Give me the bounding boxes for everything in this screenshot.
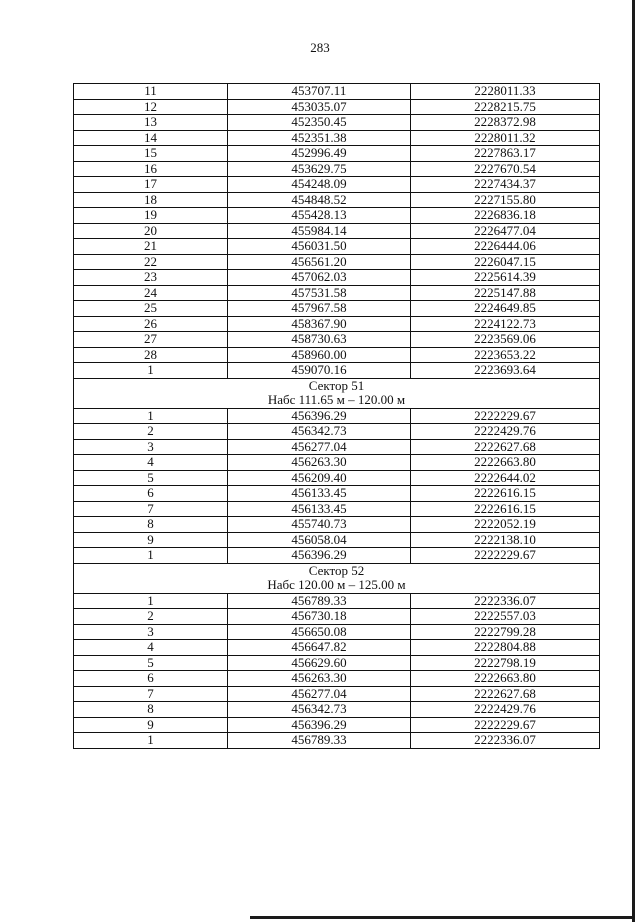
y-coordinate-cell: 2222229.67 [410,717,599,733]
y-coordinate-cell: 2223693.64 [410,363,599,379]
point-number-cell: 26 [74,316,228,332]
x-coordinate-cell: 456277.04 [227,439,410,455]
x-coordinate-cell: 456650.08 [227,624,410,640]
table-row [74,146,600,162]
x-coordinate-cell: 456263.30 [227,671,410,687]
x-coordinate-cell: 452351.38 [227,130,410,146]
table-row [74,84,600,100]
table-row [74,208,600,224]
point-number-cell: 6 [74,486,228,502]
table-row [74,285,600,301]
point-number-cell: 11 [74,84,228,100]
table-row [74,99,600,115]
table-row [74,733,600,749]
point-number-cell: 4 [74,640,228,656]
table-row [74,501,600,517]
table-row [74,239,600,255]
x-coordinate-cell: 456263.30 [227,455,410,471]
y-coordinate-cell: 2222616.15 [410,501,599,517]
x-coordinate-cell: 453707.11 [227,84,410,100]
point-number-cell: 22 [74,254,228,270]
y-coordinate-cell: 2222798.19 [410,655,599,671]
x-coordinate-cell: 456789.33 [227,733,410,749]
scan-edge-right [632,0,635,922]
x-coordinate-cell: 456629.60 [227,655,410,671]
point-number-cell: 1 [74,363,228,379]
table-row [74,455,600,471]
y-coordinate-cell: 2222429.76 [410,424,599,440]
table-row [74,254,600,270]
x-coordinate-cell: 456396.29 [227,548,410,564]
point-number-cell: 28 [74,347,228,363]
sector-header-cell [74,563,600,593]
point-number-cell: 1 [74,733,228,749]
x-coordinate-cell: 456561.20 [227,254,410,270]
table-row [74,517,600,533]
y-coordinate-cell: 2223653.22 [410,347,599,363]
x-coordinate-cell: 456396.29 [227,717,410,733]
y-coordinate-cell: 2222627.68 [410,439,599,455]
point-number-cell: 20 [74,223,228,239]
point-number-cell: 8 [74,702,228,718]
y-coordinate-cell: 2222138.10 [410,532,599,548]
point-number-cell: 1 [74,408,228,424]
point-number-cell: 16 [74,161,228,177]
point-number-cell: 2 [74,609,228,625]
x-coordinate-cell: 453035.07 [227,99,410,115]
x-coordinate-cell: 457967.58 [227,301,410,317]
y-coordinate-cell: 2226047.15 [410,254,599,270]
y-coordinate-cell: 2226836.18 [410,208,599,224]
table-row [74,115,600,131]
point-number-cell: 15 [74,146,228,162]
table-row [74,624,600,640]
x-coordinate-cell: 455984.14 [227,223,410,239]
point-number-cell: 9 [74,717,228,733]
y-coordinate-cell: 2227670.54 [410,161,599,177]
y-coordinate-cell: 2227155.80 [410,192,599,208]
table-row [74,192,600,208]
table-row [74,593,600,609]
point-number-cell: 14 [74,130,228,146]
y-coordinate-cell: 2228011.32 [410,130,599,146]
table-row [74,717,600,733]
table-row [74,270,600,286]
x-coordinate-cell: 458730.63 [227,332,410,348]
table-row [74,301,600,317]
x-coordinate-cell: 452350.45 [227,115,410,131]
point-number-cell: 25 [74,301,228,317]
coordinates-table-body [74,84,600,749]
x-coordinate-cell: 456342.73 [227,424,410,440]
x-coordinate-cell: 456209.40 [227,470,410,486]
sector-height-range: Набс 120.00 м – 125.00 м [267,577,406,592]
point-number-cell: 6 [74,671,228,687]
point-number-cell: 4 [74,455,228,471]
point-number-cell: 1 [74,593,228,609]
table-row [74,671,600,687]
table-row [74,548,600,564]
x-coordinate-cell: 456342.73 [227,702,410,718]
y-coordinate-cell: 2222644.02 [410,470,599,486]
point-number-cell: 3 [74,439,228,455]
x-coordinate-cell: 457531.58 [227,285,410,301]
point-number-cell: 3 [74,624,228,640]
y-coordinate-cell: 2222663.80 [410,455,599,471]
x-coordinate-cell: 456789.33 [227,593,410,609]
x-coordinate-cell: 456133.45 [227,486,410,502]
point-number-cell: 13 [74,115,228,131]
y-coordinate-cell: 2223569.06 [410,332,599,348]
x-coordinate-cell: 456730.18 [227,609,410,625]
sector-title: Сектор 51 [308,377,365,393]
y-coordinate-cell: 2222804.88 [410,640,599,656]
point-number-cell: 17 [74,177,228,193]
table-row [74,609,600,625]
x-coordinate-cell: 455740.73 [227,517,410,533]
y-coordinate-cell: 2224649.85 [410,301,599,317]
table-row [74,439,600,455]
y-coordinate-cell: 2227434.37 [410,177,599,193]
y-coordinate-cell: 2222627.68 [410,686,599,702]
y-coordinate-cell: 2222336.07 [410,593,599,609]
point-number-cell: 21 [74,239,228,255]
y-coordinate-cell: 2222799.28 [410,624,599,640]
y-coordinate-cell: 2224122.73 [410,316,599,332]
x-coordinate-cell: 456647.82 [227,640,410,656]
point-number-cell: 23 [74,270,228,286]
point-number-cell: 12 [74,99,228,115]
x-coordinate-cell: 456396.29 [227,408,410,424]
point-number-cell: 9 [74,532,228,548]
point-number-cell: 18 [74,192,228,208]
y-coordinate-cell: 2228215.75 [410,99,599,115]
table-row [74,686,600,702]
x-coordinate-cell: 452996.49 [227,146,410,162]
y-coordinate-cell: 2228372.98 [410,115,599,131]
table-row [74,408,600,424]
y-coordinate-cell: 2222229.67 [410,548,599,564]
table-row [74,702,600,718]
point-number-cell: 1 [74,548,228,564]
table-row [74,332,600,348]
y-coordinate-cell: 2228011.33 [410,84,599,100]
x-coordinate-cell: 458960.00 [227,347,410,363]
x-coordinate-cell: 455428.13 [227,208,410,224]
table-row [74,655,600,671]
table-row [74,363,600,379]
y-coordinate-cell: 2226477.04 [410,223,599,239]
x-coordinate-cell: 453629.75 [227,161,410,177]
y-coordinate-cell: 2222229.67 [410,408,599,424]
x-coordinate-cell: 457062.03 [227,270,410,286]
point-number-cell: 5 [74,655,228,671]
x-coordinate-cell: 459070.16 [227,363,410,379]
y-coordinate-cell: 2225147.88 [410,285,599,301]
point-number-cell: 24 [74,285,228,301]
point-number-cell: 8 [74,517,228,533]
y-coordinate-cell: 2225614.39 [410,270,599,286]
y-coordinate-cell: 2222052.19 [410,517,599,533]
table-row [74,177,600,193]
point-number-cell: 19 [74,208,228,224]
point-number-cell: 7 [74,501,228,517]
sector-header-cell [74,378,600,408]
y-coordinate-cell: 2222557.03 [410,609,599,625]
x-coordinate-cell: 454248.09 [227,177,410,193]
x-coordinate-cell: 456133.45 [227,501,410,517]
point-number-cell: 5 [74,470,228,486]
x-coordinate-cell: 454848.52 [227,192,410,208]
point-number-cell: 2 [74,424,228,440]
sector-height-range: Набс 111.65 м – 120.00 м [267,392,406,407]
y-coordinate-cell: 2222336.07 [410,733,599,749]
table-row [74,316,600,332]
table-row [74,223,600,239]
point-number-cell: 27 [74,332,228,348]
sector-header-row [74,563,600,593]
y-coordinate-cell: 2226444.06 [410,239,599,255]
y-coordinate-cell: 2222663.80 [410,671,599,687]
y-coordinate-cell: 2222616.15 [410,486,599,502]
x-coordinate-cell: 456058.04 [227,532,410,548]
table-row [74,347,600,363]
coordinates-table [73,83,600,749]
table-row [74,161,600,177]
table-row [74,424,600,440]
x-coordinate-cell: 456277.04 [227,686,410,702]
table-row [74,486,600,502]
table-row [74,640,600,656]
x-coordinate-cell: 456031.50 [227,239,410,255]
sector-header-row [74,378,600,408]
table-row [74,532,600,548]
table-row [74,470,600,486]
x-coordinate-cell: 458367.90 [227,316,410,332]
y-coordinate-cell: 2222429.76 [410,702,599,718]
page-number: 283 [310,40,330,55]
table-row [74,130,600,146]
scan-edge-bottom [250,916,635,919]
point-number-cell: 7 [74,686,228,702]
sector-title: Сектор 52 [308,562,365,578]
y-coordinate-cell: 2227863.17 [410,146,599,162]
